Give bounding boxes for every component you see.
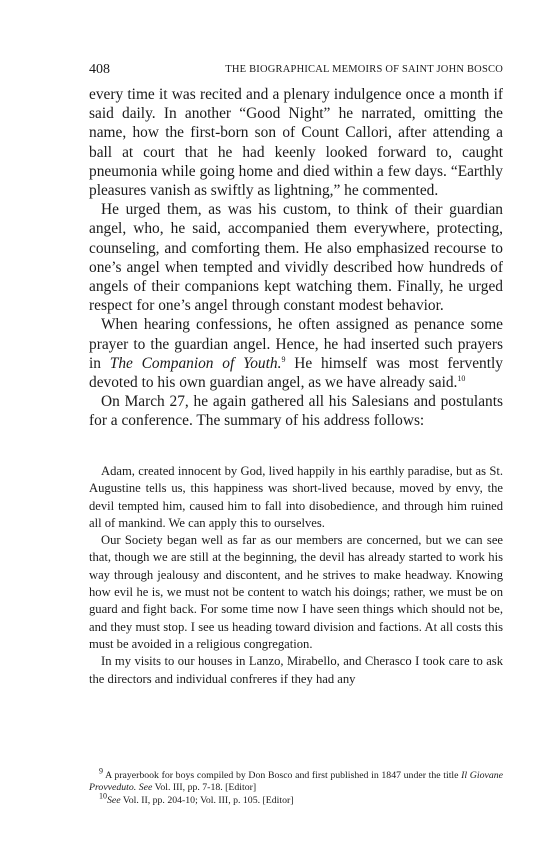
footnote-text: A prayerbook for boys compiled by Don Bosco and first published in 1847 under the title (103, 770, 462, 781)
address-summary (89, 463, 503, 688)
footnote-text: Vol. III, pp. 7-18. [Editor] (152, 782, 257, 794)
body-text-run: He himself was most fervently devoted to his own guardian angel, as we have already said. (89, 354, 503, 392)
quote-paragraph: Our Society began well as far as our members are concerned, but we can see that, though we are still at the beginning, the devil has already started to work his way through jealousy and discontent, and he strives to make headway. Knowing how evil he is, we must not be content to watch his doings; rather, we must be on guard and fight back. For some time now I have seen things which should not be, and they must stop. I see us heading toward division and factions. At all costs this must be avoided in a religious congregation. (89, 533, 503, 651)
footnote-number: 10 (99, 791, 107, 801)
quote-paragraph: In my visits to our houses in Lanzo, Mirabello, and Cherasco I took care to ask the directors and individual confreres if they had any (89, 654, 503, 686)
footnote-ref: 10 (457, 373, 466, 383)
book-title: The Companion of Youth. (109, 354, 282, 372)
body-paragraph: On March 27, he again gathered all his Salesians and postulants for a conference. The summary of his address follows: (89, 393, 503, 430)
page-header (89, 62, 503, 80)
quote-paragraph: Adam, created innocent by God, lived happily in his earthly paradise, but as St. Augustine tells us, this happiness was short-lived because, moved by envy, the devil tempted him, caused him to fall into disobedience, and through him ruined all of mankind. We can apply this to ourselves. (89, 464, 503, 530)
body-text-run: When hearing confessions, he often assigned as penance some prayer to the guardian angel. Hence, he had inserted such prayers in (89, 316, 503, 372)
running-head: THE BIOGRAPHICAL MEMOIRS OF SAINT JOHN BOSCO (225, 64, 503, 75)
body-text (89, 85, 503, 431)
body-paragraph: He urged them, as was his custom, to think of their guardian angel, who, he said, accompanied them everywhere, protecting, counseling, and comforting them. He also emphasized recourse to one’s angel when tempted and vividly described how hundreds of angels of their companions kept watching them. Finally, he urged respect for one’s angel through constant modest behavior. (89, 201, 503, 315)
body-paragraph: every time it was recited and a plenary indulgence once a month if said daily. In another “Good Night” he narrated, omitting the name, how the first-born son of Count Callori, after attending a ball at court that he had keenly looked forward to, caught pneumonia while going home and died within a few days. “Earthly pleasures vanish as swiftly as lightning,” he commented. (89, 86, 503, 200)
footnote-number: 9 (99, 766, 103, 776)
footnote (89, 766, 503, 795)
body-paragraph (89, 315, 503, 392)
footnote-text: Vol. II, pp. 204-10; Vol. III, p. 105. [Editor] (120, 794, 294, 806)
footnote (89, 791, 503, 807)
footnote-see: See (107, 794, 121, 806)
footnotes (89, 766, 503, 807)
page-number: 408 (89, 62, 110, 77)
footnote-ref: 9 (281, 354, 286, 364)
footnote-title: Il Giovane Provveduto. See (89, 770, 503, 794)
